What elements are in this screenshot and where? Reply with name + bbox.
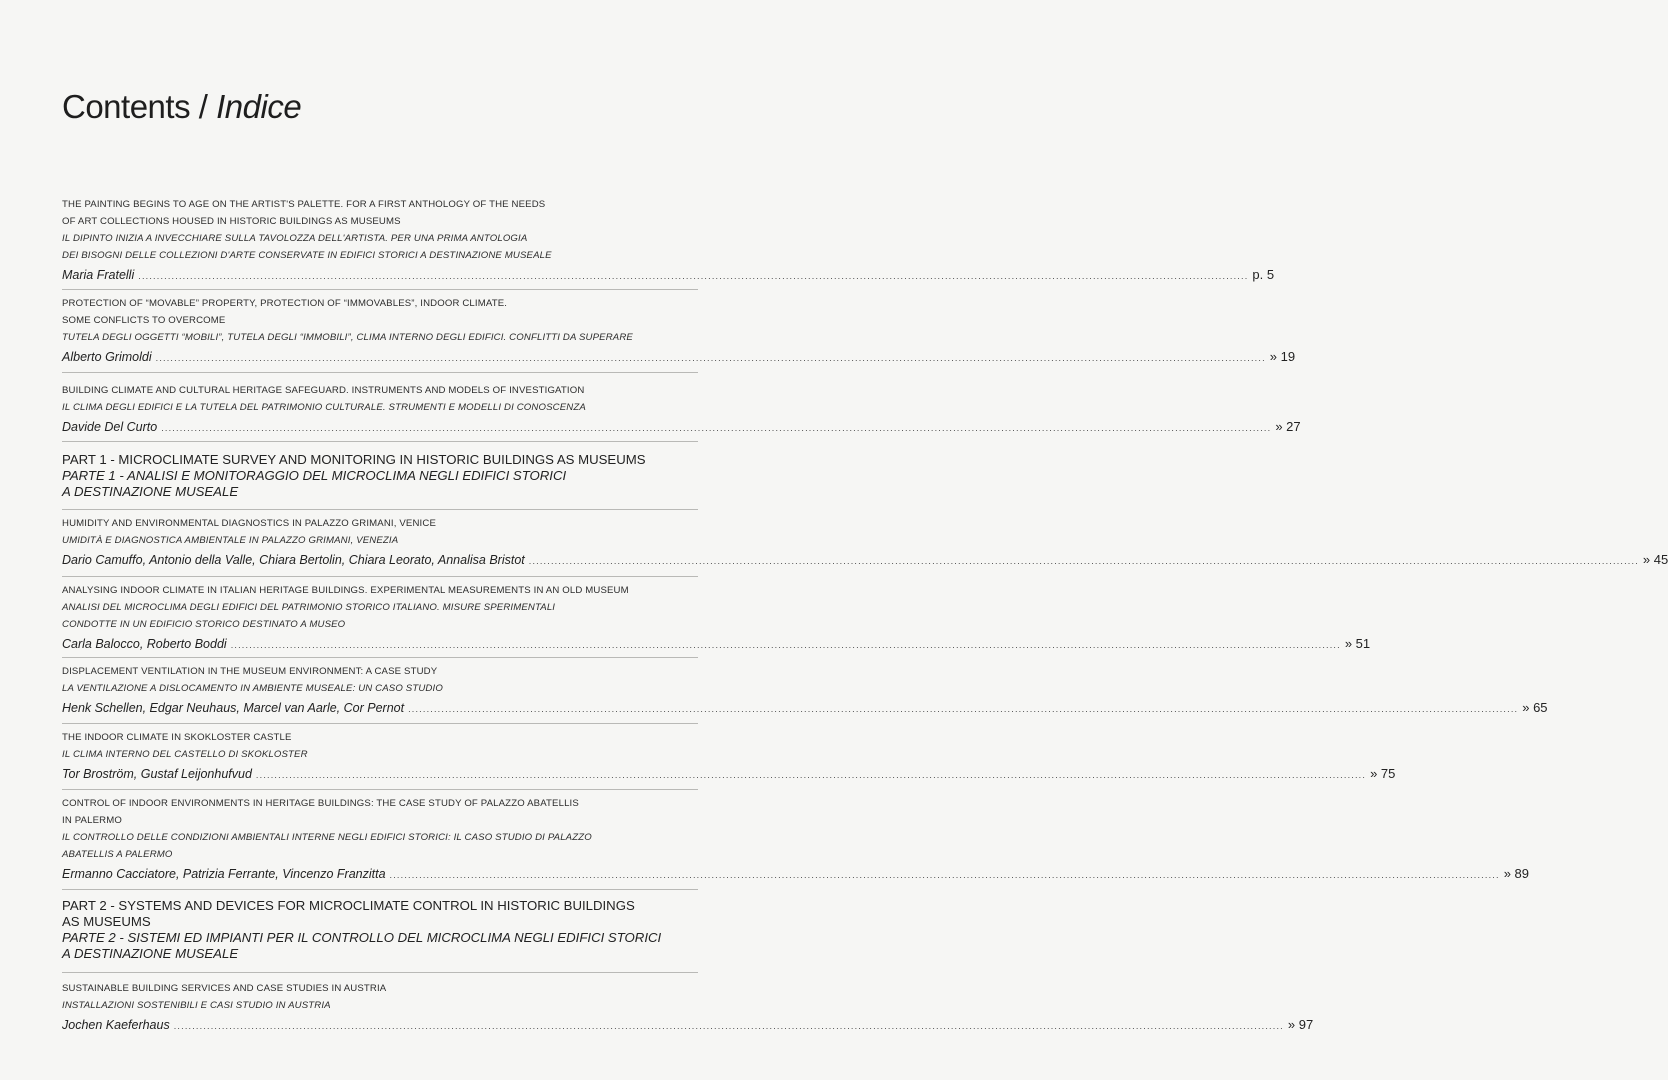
entry-title-en: THE INDOOR CLIMATE IN SKOKLOSTER CASTLE bbox=[62, 732, 292, 743]
toc-entry[interactable] bbox=[62, 980, 1314, 1034]
entry-author: Tor Broström, Gustaf Leijonhufvud bbox=[62, 767, 252, 781]
entry-title-en: DISPLACEMENT VENTILATION IN THE MUSEUM ENVIRONMENT: A CASE STUDY bbox=[62, 666, 438, 677]
entry-title-it: LA VENTILAZIONE A DISLOCAMENTO IN AMBIENTE MUSEALE: UN CASO STUDIO bbox=[62, 683, 443, 694]
entry-author: Alberto Grimoldi bbox=[62, 350, 152, 364]
toc-entry[interactable] bbox=[62, 729, 1396, 783]
entry-page: » 45 bbox=[1642, 552, 1668, 567]
entry-title-en: OF ART COLLECTIONS HOUSED IN HISTORIC BUILDINGS AS MUSEUMS bbox=[62, 216, 401, 227]
divider bbox=[62, 509, 698, 510]
part-title-en: AS MUSEUMS bbox=[62, 914, 151, 929]
toc-entry[interactable] bbox=[62, 663, 1548, 717]
entry-title-it: INSTALLAZIONI SOSTENIBILI E CASI STUDIO IN AUSTRIA bbox=[62, 1000, 331, 1011]
entry-author-row bbox=[62, 417, 1301, 436]
entry-title-it: DEI BISOGNI DELLE COLLEZIONI D'ARTE CONSERVATE IN EDIFICI STORICI A DESTINAZIONE MUSEALE bbox=[62, 250, 552, 261]
divider bbox=[62, 889, 698, 890]
entry-author: Davide Del Curto bbox=[62, 420, 158, 434]
entry-page: » 65 bbox=[1522, 700, 1548, 715]
part-title-it: A DESTINAZIONE MUSEALE bbox=[62, 484, 239, 499]
part-title-it: A DESTINAZIONE MUSEALE bbox=[62, 946, 239, 961]
toc-entry[interactable] bbox=[62, 582, 1371, 653]
entry-author-row bbox=[62, 347, 1296, 366]
entry-author-row bbox=[62, 550, 1668, 569]
leader-dots: ............................................................................................................................................................................................................................................................................................................ bbox=[255, 770, 1367, 780]
toc-entry[interactable] bbox=[62, 382, 1301, 436]
divider bbox=[62, 372, 698, 373]
entry-page: » 75 bbox=[1370, 766, 1396, 781]
entry-author: Dario Camuffo, Antonio della Valle, Chiara Bertolin, Chiara Leorato, Annalisa Bristot bbox=[62, 553, 525, 567]
divider bbox=[62, 972, 698, 973]
entry-title-it: TUTELA DEGLI OGGETTI “MOBILI”, TUTELA DEGLI “IMMOBILI”, CLIMA INTERNO DEGLI EDIFICI. CONFLITTI DA SUPERARE bbox=[62, 332, 633, 343]
part-heading bbox=[62, 898, 698, 962]
entry-title-en: IN PALERMO bbox=[62, 815, 122, 826]
title-main: Contents bbox=[62, 88, 191, 125]
part-title-en: PART 1 - MICROCLIMATE SURVEY AND MONITORING IN HISTORIC BUILDINGS AS MUSEUMS bbox=[62, 452, 646, 467]
part-title-it: PARTE 2 - SISTEMI ED IMPIANTI PER IL CONTROLLO DEL MICROCLIMA NEGLI EDIFICI STORICI bbox=[62, 930, 662, 945]
entry-author-row bbox=[62, 764, 1396, 783]
entry-title-en: PROTECTION OF “MOVABLE” PROPERTY, PROTECTION OF “IMMOVABLES”, INDOOR CLIMATE. bbox=[62, 298, 508, 309]
entry-author: Jochen Kaeferhaus bbox=[62, 1018, 170, 1032]
entry-title-en: ANALYSING INDOOR CLIMATE IN ITALIAN HERITAGE BUILDINGS. EXPERIMENTAL MEASUREMENTS IN AN OLD MUSEUM bbox=[62, 585, 629, 596]
entry-title-en: CONTROL OF INDOOR ENVIRONMENTS IN HERITAGE BUILDINGS: THE CASE STUDY OF PALAZZO ABATELLIS bbox=[62, 798, 579, 809]
divider bbox=[62, 789, 698, 790]
divider bbox=[62, 289, 698, 290]
leader-dots: ............................................................................................................................................................................................................................................................................................................ bbox=[408, 704, 1519, 714]
title-separator: / bbox=[190, 88, 217, 125]
divider bbox=[62, 723, 698, 724]
leader-dots: ............................................................................................................................................................................................................................................................................................................ bbox=[155, 353, 1266, 363]
entry-author: Maria Fratelli bbox=[62, 268, 135, 282]
leader-dots: ............................................................................................................................................................................................................................................................................................................ bbox=[161, 423, 1272, 433]
toc-entry[interactable] bbox=[62, 515, 1668, 569]
entry-page: » 19 bbox=[1269, 349, 1296, 364]
leader-dots: ............................................................................................................................................................................................................................................................................................................ bbox=[138, 271, 1249, 281]
entry-page: » 51 bbox=[1344, 636, 1371, 651]
entry-title-en: SOME CONFLICTS TO OVERCOME bbox=[62, 315, 226, 326]
divider bbox=[62, 657, 698, 658]
entry-page: » 97 bbox=[1287, 1017, 1314, 1032]
entry-author-row bbox=[62, 864, 1529, 883]
entry-author-row bbox=[62, 265, 1275, 284]
part-title-en: PART 2 - SYSTEMS AND DEVICES FOR MICROCLIMATE CONTROL IN HISTORIC BUILDINGS bbox=[62, 898, 635, 913]
leader-dots: ............................................................................................................................................................................................................................................................................................................ bbox=[389, 870, 1500, 880]
leader-dots: ............................................................................................................................................................................................................................................................................................................ bbox=[173, 1021, 1284, 1031]
part-heading bbox=[62, 452, 698, 500]
entry-page: » 27 bbox=[1275, 419, 1301, 434]
entry-author: Carla Balocco, Roberto Boddi bbox=[62, 637, 227, 651]
entry-author-row bbox=[62, 698, 1548, 717]
title-italic: Indice bbox=[216, 88, 302, 125]
entry-title-it: CONDOTTE IN UN EDIFICIO STORICO DESTINATO A MUSEO bbox=[62, 619, 346, 630]
entry-title-en: HUMIDITY AND ENVIRONMENTAL DIAGNOSTICS IN PALAZZO GRIMANI, VENICE bbox=[62, 518, 437, 529]
entry-title-it: IL DIPINTO INIZIA A INVECCHIARE SULLA TAVOLOZZA DELL'ARTISTA. PER UNA PRIMA ANTOLOGIA bbox=[62, 233, 528, 244]
entry-author-row bbox=[62, 1015, 1314, 1034]
entry-title-it: ABATELLIS A PALERMO bbox=[62, 849, 173, 860]
entry-title-en: SUSTAINABLE BUILDING SERVICES AND CASE STUDIES IN AUSTRIA bbox=[62, 983, 387, 994]
entry-author: Henk Schellen, Edgar Neuhaus, Marcel van Aarle, Cor Pernot bbox=[62, 701, 405, 715]
leader-dots: ............................................................................................................................................................................................................................................................................................................ bbox=[230, 640, 1341, 650]
entry-page: p. 5 bbox=[1252, 267, 1275, 282]
divider bbox=[62, 441, 698, 442]
entry-page: » 89 bbox=[1503, 866, 1529, 881]
toc-entry[interactable] bbox=[62, 795, 1529, 883]
page-title bbox=[62, 88, 301, 126]
entry-title-it: IL CONTROLLO DELLE CONDIZIONI AMBIENTALI INTERNE NEGLI EDIFICI STORICI: IL CASO STUDIO DI PALAZZO bbox=[62, 832, 592, 843]
divider bbox=[62, 576, 698, 577]
entry-title-en: THE PAINTING BEGINS TO AGE ON THE ARTIST'S PALETTE. FOR A FIRST ANTHOLOGY OF THE NEEDS bbox=[62, 199, 546, 210]
entry-author: Ermanno Cacciatore, Patrizia Ferrante, Vincenzo Franzitta bbox=[62, 867, 386, 881]
entry-title-it: IL CLIMA DEGLI EDIFICI E LA TUTELA DEL PATRIMONIO CULTURALE. STRUMENTI E MODELLI DI CONOSCENZA bbox=[62, 402, 586, 413]
entry-author-row bbox=[62, 634, 1371, 653]
entry-title-it: IL CLIMA INTERNO DEL CASTELLO DI SKOKLOSTER bbox=[62, 749, 308, 760]
entry-title-it: UMIDITÀ E DIAGNOSTICA AMBIENTALE IN PALAZZO GRIMANI, VENEZIA bbox=[62, 535, 399, 546]
part-title-it: PARTE 1 - ANALISI E MONITORAGGIO DEL MICROCLIMA NEGLI EDIFICI STORICI bbox=[62, 468, 567, 483]
entry-title-en: BUILDING CLIMATE AND CULTURAL HERITAGE SAFEGUARD. INSTRUMENTS AND MODELS OF INVESTIGATION bbox=[62, 385, 585, 396]
toc-entry[interactable] bbox=[62, 196, 1275, 284]
leader-dots: ............................................................................................................................................................................................................................................................................................................ bbox=[528, 556, 1639, 566]
entry-title-it: ANALISI DEL MICROCLIMA DEGLI EDIFICI DEL PATRIMONIO STORICO ITALIANO. MISURE SPERIMENTALI bbox=[62, 602, 556, 613]
toc-entry[interactable] bbox=[62, 295, 1296, 366]
